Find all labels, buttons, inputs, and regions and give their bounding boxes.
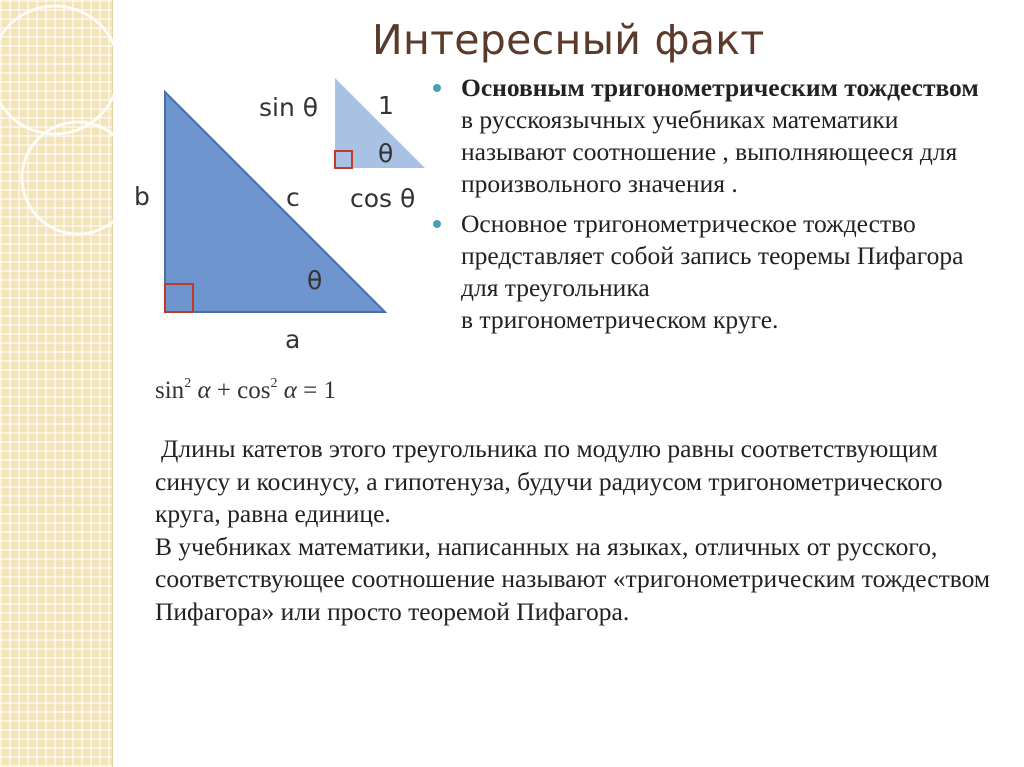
body-paragraph (155, 433, 995, 628)
bullet-2-text: Основное тригонометрическое тождество представляет собой запись теоремы Пифагора для треугольника (461, 209, 964, 302)
bullet-list (430, 72, 990, 344)
bullet-dot-icon (433, 84, 441, 92)
label-sin-theta: sin θ (259, 93, 319, 122)
label-c: c (286, 183, 300, 212)
formula-var-2: α (283, 377, 297, 404)
formula-cos-power: 2 (270, 376, 278, 391)
formula-sin-power: 2 (184, 376, 192, 391)
decorative-ring-large (0, 6, 119, 134)
pythagorean-identity-formula (155, 376, 336, 405)
label-one: 1 (378, 91, 394, 120)
bullet-item-2 (430, 208, 990, 336)
page-title: Интересный факт (372, 16, 765, 64)
formula-var-1: α (197, 377, 211, 404)
formula-sin: sin (155, 377, 185, 404)
bullet-1-text: в русскоязычных учебниках математики называют соотношение , выполняющееся для произвольного значения . (461, 105, 958, 198)
label-theta-big: θ (307, 266, 323, 295)
label-theta-small: θ (378, 139, 394, 168)
bullet-1-bold: Основным тригонометрическим тождеством (461, 73, 979, 102)
paragraph-2: В учебниках математики, написанных на языках, отличных от русского, соответствующее соотношение называют «тригонометрическим тождеством Пифагора» или просто теоремой Пифагора. (155, 531, 990, 626)
triangle-figure (120, 70, 440, 360)
bullet-item-1 (430, 72, 990, 200)
label-a: a (285, 325, 301, 354)
formula-cos: cos (237, 377, 271, 404)
label-b: b (134, 182, 150, 211)
formula-equals: = 1 (296, 377, 336, 404)
bullet-dot-icon (433, 220, 441, 228)
decorative-rings (0, 0, 140, 260)
paragraph-1: Длины катетов этого треугольника по модулю равны соответствующим синусу и косинусу, а гипотенуза, будучи радиусом тригонометрического круга, равна единице. (155, 434, 943, 528)
bullet-2-text-end: в тригонометрическом круге. (461, 305, 779, 334)
formula-plus: + (210, 377, 238, 404)
decorative-ring-small (22, 122, 134, 234)
label-cos-theta: cos θ (350, 184, 416, 213)
